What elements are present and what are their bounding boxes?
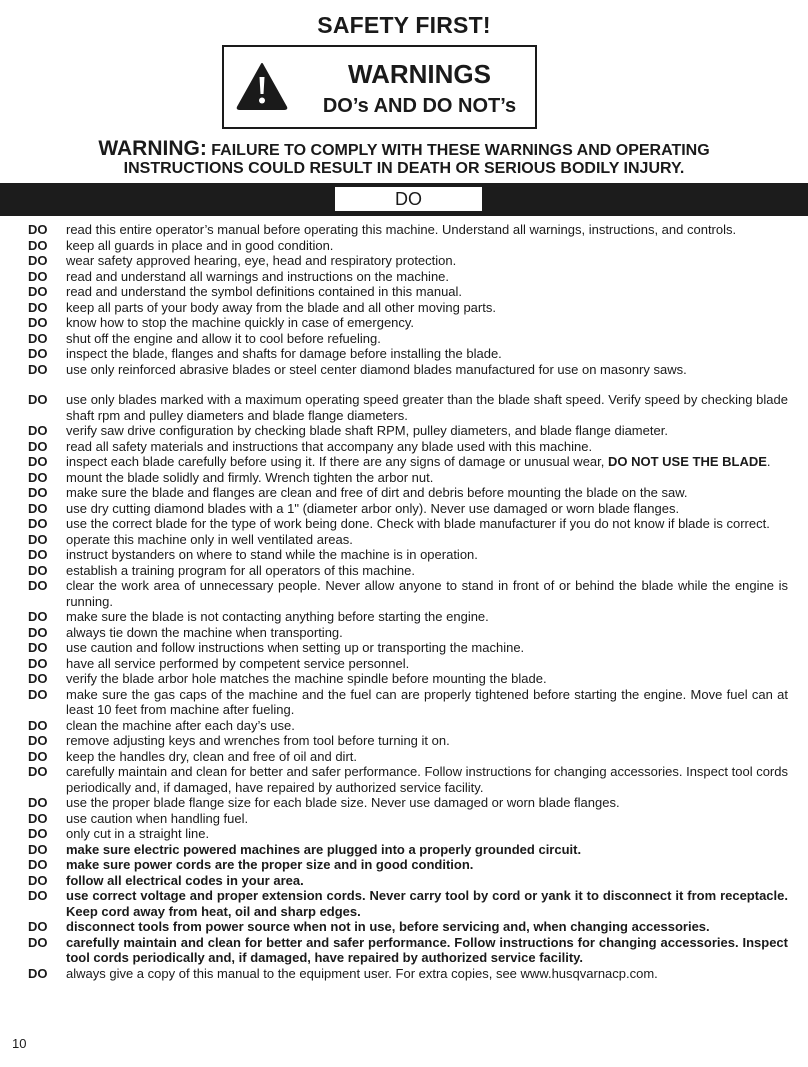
item-text-main: use caution when handling fuel. [66,810,249,826]
list-item [0,857,808,873]
list-item [0,532,808,548]
list-item [0,346,808,362]
list-item [0,362,808,378]
item-text-main: read and understand all warnings and instructions on the machine. [66,268,450,284]
do-label: DO [28,764,48,779]
section-label: DO [335,187,482,211]
list-item [0,439,808,455]
item-text [66,238,788,254]
item-text-main: use caution and follow instructions when setting up or transporting the machine. [66,640,525,655]
item-text [66,423,788,439]
do-label: DO [28,609,48,624]
item-text-main: keep all parts of your body away from the blade and all other moving parts. [66,299,496,315]
item-text [66,687,788,718]
item-text-main: shut off the engine and allow it to cool before refueling. [66,330,381,346]
list-item [0,656,808,672]
item-text [66,625,788,641]
item-text-main: mount the blade solidly and firmly. Wrench tighten the arbor nut. [66,469,434,485]
list-item [0,609,808,625]
do-label: DO [28,315,48,330]
item-text-main: use dry cutting diamond blades with a 1" (diameter arbor only). Never use damaged or worn blade flanges. [66,500,680,516]
do-label: DO [28,578,48,593]
do-label: DO [28,965,48,981]
list-item [0,501,808,517]
list-item [0,733,808,749]
item-text-main: keep all guards in place and in good condition. [66,237,334,253]
list-item [0,423,808,439]
item-text-main: make sure the blade is not contacting anything before starting the engine. [66,609,489,624]
list-item [0,687,808,718]
list-item [0,966,808,982]
item-text [66,857,788,873]
item-text [66,269,788,285]
item-text-main: make sure the gas caps of the machine and the fuel can are properly tightened before starting the engine. Move fuel can at least 10 feet from machine after fueling. [66,686,788,717]
list-item [0,315,808,331]
list-item [0,485,808,501]
list-item [0,764,808,795]
do-label: DO [28,299,48,315]
item-text [66,547,788,563]
item-text [66,392,788,423]
item-text-main: verify saw drive configuration by checking blade shaft RPM, pulley diameters, and blade flange diameter. [66,423,668,438]
item-text-main: use only reinforced abrasive blades or steel center diamond blades manufactured for use on masonry saws. [66,361,687,377]
list-item [0,284,808,300]
do-label: DO [28,500,48,516]
item-text [66,362,788,378]
item-text [66,733,788,749]
item-text [66,966,788,982]
list-item [0,826,808,842]
item-text-main: have all service performed by competent service personnel. [66,655,410,671]
do-label: DO [28,268,48,284]
list-item [0,269,808,285]
do-label: DO [28,346,48,361]
item-text [66,811,788,827]
do-label: DO [28,795,48,810]
item-text-main: clean the machine after each day’s use. [66,717,295,733]
do-label: DO [28,547,48,562]
do-label: DO [28,826,48,841]
item-text [66,919,788,935]
item-text [66,749,788,765]
do-label: DO [28,531,48,547]
item-text [66,795,788,811]
item-text-main: disconnect tools from power source when not in use, before servicing and, when changing accessories. [66,919,710,934]
list-item [0,671,808,687]
item-text-emphasis: DO NOT USE THE BLADE [608,454,767,469]
item-text-main: use the proper blade flange size for each blade size. Never use damaged or worn blade flanges. [66,795,620,810]
do-label: DO [28,888,48,903]
warning-triangle-icon [236,61,288,111]
list-item [0,749,808,765]
item-text-main: always give a copy of this manual to the equipment user. For extra copies, see www.husqvarnacp.com. [66,965,658,981]
item-text [66,300,788,316]
item-text [66,764,788,795]
list-item [0,392,808,423]
list-item [0,811,808,827]
item-text-main: wear safety approved hearing, eye, head and respiratory protection. [66,253,457,268]
item-text-main: use correct voltage and proper extension cords. Never carry tool by cord or yank it to disconnect it from receptacle. Keep cord away from heat, oil and sharp edges. [66,888,788,919]
do-label: DO [28,485,48,500]
do-label: DO [28,934,48,950]
do-label: DO [28,857,48,872]
item-text [66,826,788,842]
item-text [66,656,788,672]
list-item [0,331,808,347]
item-text-main: make sure the blade and flanges are clean and free of dirt and debris before mounting the blade on the saw. [66,485,688,500]
item-text [66,331,788,347]
do-label: DO [28,655,48,671]
list-item [0,470,808,486]
list-item [0,563,808,579]
do-label: DO [28,841,48,857]
item-text [66,470,788,486]
item-text [66,284,788,300]
item-text-main: instruct bystanders on where to stand while the machine is in operation. [66,547,478,562]
do-label: DO [28,237,48,253]
do-label: DO [28,562,48,578]
item-text [66,888,788,919]
section-header-bar [0,183,808,216]
item-text-main: read and understand the symbol definitions contained in this manual. [66,284,463,299]
page-title: SAFETY FIRST! [317,12,491,38]
item-text-main: use only blades marked with a maximum operating speed greater than the blade shaft speed. Verify speed by checking blade shaft rpm and pulley diameters and blade flange diameters. [66,392,788,423]
item-text-main: use the correct blade for the type of work being done. Check with blade manufacturer if you do not know if blade is correct. [66,516,770,531]
warning-statement-text: FAILURE TO COMPLY WITH THESE WARNINGS AND OPERATING [206,142,710,159]
item-text-main: clear the work area of unnecessary people. Never allow anyone to stand in front of or behind the blade while the engine is running. [66,578,788,609]
do-label: DO [28,361,48,377]
do-label: DO [28,516,48,531]
warning-lead: WARNING: [98,137,207,160]
do-label: DO [28,748,48,764]
list-item [0,547,808,563]
do-label: DO [28,284,48,299]
item-text-main: carefully maintain and clean for better and safer performance. Follow instructions for changing accessories. Inspect tool cords periodically and, if damaged, have repaired by authorized service facility. [66,764,788,795]
do-label: DO [28,671,48,686]
item-text [66,609,788,625]
list-item [0,578,808,609]
item-text [66,501,788,517]
list-item [0,253,808,269]
do-label: DO [28,640,48,655]
list-item [0,873,808,889]
item-text-main: always tie down the machine when transporting. [66,624,343,640]
do-label: DO [28,717,48,733]
do-label: DO [28,872,48,888]
item-text [66,842,788,858]
item-text-main: establish a training program for all operators of this machine. [66,562,416,578]
item-text-main: inspect the blade, flanges and shafts for damage before installing the blade. [66,346,502,361]
list-item [0,888,808,919]
do-label: DO [28,469,48,485]
do-label: DO [28,392,48,407]
list-item [0,640,808,656]
do-label: DO [28,454,48,469]
list-item [0,935,808,966]
item-text-main: follow all electrical codes in your area. [66,872,304,888]
item-text-main: only cut in a straight line. [66,826,210,841]
item-text [66,454,788,470]
list-item [0,919,808,935]
item-text-main: verify the blade arbor hole matches the machine spindle before mounting the blade. [66,671,547,686]
item-text [66,578,788,609]
item-text-main: make sure electric powered machines are plugged into a properly grounded circuit. [66,841,582,857]
page-number: 10 [12,1036,27,1051]
item-text [66,253,788,269]
item-text [66,315,788,331]
item-text-main: make sure power cords are the proper size and in good condition. [66,857,474,872]
do-label: DO [28,330,48,346]
list-item [0,222,808,238]
list-item [0,842,808,858]
item-text [66,563,788,579]
item-text [66,485,788,501]
item-text-main: remove adjusting keys and wrenches from tool before turning it on. [66,733,450,748]
item-text-main: keep the handles dry, clean and free of oil and dirt. [66,748,358,764]
do-label: DO [28,222,48,237]
do-label: DO [28,253,48,268]
item-text [66,532,788,548]
warning-statement-line1 [0,137,808,161]
do-label: DO [28,438,48,454]
item-text-main: carefully maintain and clean for better and safer performance. Follow instructions for changing accessories. Inspect tool cords periodically and, if damaged, have repaired by authorized service facility. [66,934,788,965]
list-item [0,795,808,811]
do-label: DO [28,919,48,934]
do-label: DO [28,733,48,748]
do-list [0,222,808,981]
item-text-main: read all safety materials and instructions that accompany any blade used with this machine. [66,438,593,454]
item-text-main: know how to stop the machine quickly in case of emergency. [66,315,415,330]
warnings-subheading: DO’s AND DO NOT’s [322,95,517,117]
list-item [0,625,808,641]
do-label: DO [28,810,48,826]
list-item [0,718,808,734]
item-text [66,671,788,687]
list-item [0,454,808,470]
list-item [0,238,808,254]
item-text [66,935,788,966]
item-text-main: inspect each blade carefully before using it. If there are any signs of damage or unusual wear, [66,454,608,469]
warning-statement-line2: INSTRUCTIONS COULD RESULT IN DEATH OR SERIOUS BODILY INJURY. [123,160,685,177]
item-text-main: read this entire operator’s manual before operating this machine. Understand all warnings, instructions, and controls. [66,222,737,237]
do-label: DO [28,624,48,640]
list-item [0,516,808,532]
item-text [66,222,788,238]
item-text [66,346,788,362]
do-label: DO [28,423,48,438]
item-text [66,873,788,889]
warnings-heading: WARNINGS [348,59,491,89]
list-item [0,300,808,316]
item-text-main: operate this machine only in well ventilated areas. [66,531,353,547]
item-text-tail: . [766,454,771,469]
item-text [66,516,788,532]
warnings-box [222,45,537,129]
item-text [66,439,788,455]
item-text [66,718,788,734]
do-label: DO [28,686,48,702]
item-text [66,640,788,656]
